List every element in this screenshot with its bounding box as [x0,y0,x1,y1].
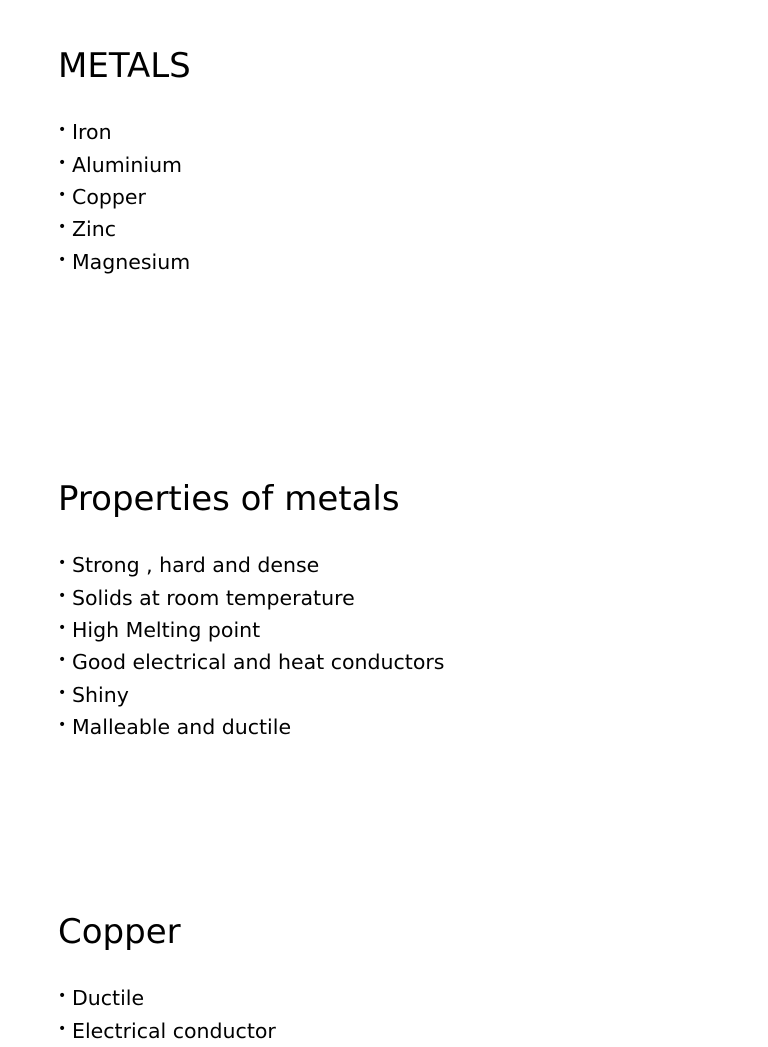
list-item-text: Iron [72,120,112,145]
list-item-text: Electrical conductor [72,1018,276,1043]
list-item [58,711,444,743]
list-item-text: Ductile [72,986,145,1011]
bullet-list [58,116,190,278]
list-item [58,1014,276,1046]
bullet-icon: • [58,652,67,669]
list-item-text: Strong , hard and dense [72,553,320,578]
slide-title: Copper [58,912,181,952]
list-item [58,982,276,1014]
list-item-text: Zinc [72,217,117,242]
bullet-icon: • [58,219,67,236]
list-item [58,614,444,646]
list-item [58,679,444,711]
list-item [58,148,190,180]
list-item-text: Copper [72,184,146,209]
list-item [58,213,190,245]
list-item [58,646,444,678]
bullet-icon: • [58,988,67,1005]
bullet-icon: • [58,587,67,604]
bullet-icon: • [58,717,67,734]
bullet-icon: • [58,186,67,203]
list-item [58,181,190,213]
slide-title: Properties of metals [58,479,400,519]
bullet-list [58,549,444,743]
bullet-icon: • [58,122,67,139]
list-item-text: Solids at room temperature [72,585,355,610]
bullet-icon: • [58,619,67,636]
list-item [58,116,190,148]
list-item [58,581,444,613]
bullet-icon: • [58,251,67,268]
list-item-text: Malleable and ductile [72,715,292,740]
bullet-icon: • [58,1020,67,1037]
list-item-text: Magnesium [72,249,191,274]
list-item-text: High Melting point [72,617,261,642]
slide-title: METALS [58,46,191,86]
bullet-icon: • [58,684,67,701]
list-item-text: Shiny [72,682,129,707]
bullet-icon: • [58,154,67,171]
bullet-list [58,982,276,1047]
bullet-icon: • [58,555,67,572]
list-item-text: Aluminium [72,152,183,177]
list-item [58,246,190,278]
list-item [58,549,444,581]
list-item-text: Good electrical and heat conductors [72,650,445,675]
